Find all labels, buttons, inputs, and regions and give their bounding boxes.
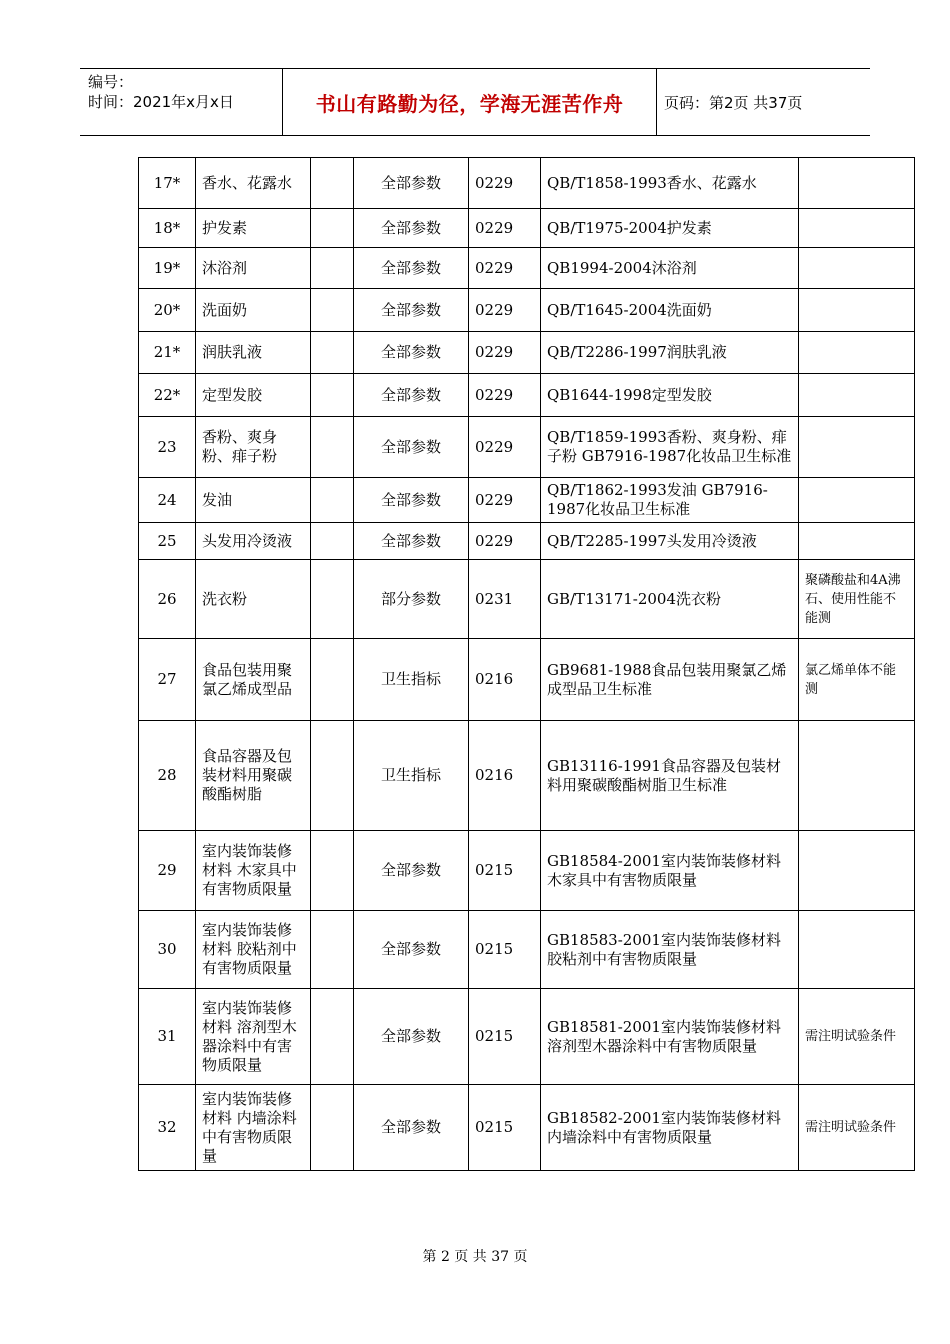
category-code: 0216 xyxy=(469,721,541,831)
table-row xyxy=(139,1085,915,1171)
category-code: 0229 xyxy=(469,289,541,332)
blank-cell xyxy=(311,417,354,478)
category-code: 0229 xyxy=(469,158,541,209)
blank-cell xyxy=(311,911,354,989)
row-number: 23 xyxy=(139,417,196,478)
remark xyxy=(799,478,915,523)
item-name: 香水、花露水 xyxy=(196,158,311,209)
standard-reference: QB/T1862-1993发油 GB7916-1987化妆品卫生标准 xyxy=(541,478,799,523)
blank-cell xyxy=(311,831,354,911)
blank-cell xyxy=(311,332,354,374)
test-scope: 全部参数 xyxy=(354,332,469,374)
table-row xyxy=(139,721,915,831)
item-name: 洗面奶 xyxy=(196,289,311,332)
table-row xyxy=(139,831,915,911)
table-row xyxy=(139,332,915,374)
blank-cell xyxy=(311,639,354,721)
item-name: 洗衣粉 xyxy=(196,560,311,639)
item-name: 定型发胶 xyxy=(196,374,311,417)
row-number: 31 xyxy=(139,989,196,1085)
remark xyxy=(799,158,915,209)
test-scope: 全部参数 xyxy=(354,478,469,523)
row-number: 27 xyxy=(139,639,196,721)
blank-cell xyxy=(311,374,354,417)
remark: 聚磷酸盐和4A沸石、使用性能不能测 xyxy=(799,560,915,639)
row-number: 21* xyxy=(139,332,196,374)
item-name: 食品容器及包装材料用聚碳酸酯树脂 xyxy=(196,721,311,831)
standard-reference: GB9681-1988食品包装用聚氯乙烯成型品卫生标准 xyxy=(541,639,799,721)
item-name: 室内装饰装修材料 木家具中有害物质限量 xyxy=(196,831,311,911)
remark xyxy=(799,209,915,248)
page-footer: 第 2 页 共 37 页 xyxy=(422,1249,528,1265)
test-scope: 全部参数 xyxy=(354,523,469,560)
row-number: 30 xyxy=(139,911,196,989)
category-code: 0215 xyxy=(469,831,541,911)
remark: 需注明试验条件 xyxy=(799,1085,915,1171)
remark xyxy=(799,248,915,289)
blank-cell xyxy=(311,523,354,560)
header-motto: 书山有路勤为径，学海无涯苦作舟 xyxy=(282,69,657,135)
row-number: 19* xyxy=(139,248,196,289)
row-number: 25 xyxy=(139,523,196,560)
category-code: 0215 xyxy=(469,989,541,1085)
category-code: 0216 xyxy=(469,639,541,721)
category-code: 0229 xyxy=(469,374,541,417)
item-name: 香粉、爽身粉、痱子粉 xyxy=(196,417,311,478)
test-scope: 全部参数 xyxy=(354,289,469,332)
standard-reference: GB18583-2001室内装饰装修材料胶粘剂中有害物质限量 xyxy=(541,911,799,989)
table-row xyxy=(139,289,915,332)
remark xyxy=(799,721,915,831)
remark: 需注明试验条件 xyxy=(799,989,915,1085)
blank-cell xyxy=(311,289,354,332)
item-name: 润肤乳液 xyxy=(196,332,311,374)
item-name: 室内装饰装修材料 胶粘剂中有害物质限量 xyxy=(196,911,311,989)
row-number: 20* xyxy=(139,289,196,332)
category-code: 0215 xyxy=(469,911,541,989)
blank-cell xyxy=(311,560,354,639)
remark: 氯乙烯单体不能测 xyxy=(799,639,915,721)
item-name: 室内装饰装修材料 内墙涂料中有害物质限量 xyxy=(196,1085,311,1171)
test-scope: 卫生指标 xyxy=(354,639,469,721)
table-row xyxy=(139,209,915,248)
test-scope: 全部参数 xyxy=(354,158,469,209)
table-row xyxy=(139,478,915,523)
item-name: 室内装饰装修材料 溶剂型木器涂料中有害物质限量 xyxy=(196,989,311,1085)
test-scope: 全部参数 xyxy=(354,209,469,248)
standard-reference: QB/T1645-2004洗面奶 xyxy=(541,289,799,332)
category-code: 0215 xyxy=(469,1085,541,1171)
standard-reference: QB/T1858-1993香水、花露水 xyxy=(541,158,799,209)
standard-reference: GB18581-2001室内装饰装修材料溶剂型木器涂料中有害物质限量 xyxy=(541,989,799,1085)
blank-cell xyxy=(311,989,354,1085)
row-number: 22* xyxy=(139,374,196,417)
test-scope: 全部参数 xyxy=(354,989,469,1085)
test-scope: 全部参数 xyxy=(354,248,469,289)
table-body xyxy=(139,158,915,1171)
row-number: 24 xyxy=(139,478,196,523)
blank-cell xyxy=(311,209,354,248)
category-code: 0229 xyxy=(469,417,541,478)
row-number: 29 xyxy=(139,831,196,911)
remark xyxy=(799,374,915,417)
header-page-info: 页码：第2页 共37页 xyxy=(664,93,803,112)
page-header xyxy=(80,68,870,136)
blank-cell xyxy=(311,1085,354,1171)
test-scope: 卫生指标 xyxy=(354,721,469,831)
table-row xyxy=(139,374,915,417)
remark xyxy=(799,417,915,478)
table-row xyxy=(139,911,915,989)
test-scope: 全部参数 xyxy=(354,911,469,989)
test-scope: 全部参数 xyxy=(354,417,469,478)
remark xyxy=(799,289,915,332)
standard-reference: GB18582-2001室内装饰装修材料内墙涂料中有害物质限量 xyxy=(541,1085,799,1171)
table-row xyxy=(139,523,915,560)
table-row xyxy=(139,158,915,209)
standard-reference: QB/T1859-1993香粉、爽身粉、痱子粉 GB7916-1987化妆品卫生标准 xyxy=(541,417,799,478)
remark xyxy=(799,332,915,374)
category-code: 0229 xyxy=(469,248,541,289)
header-meta xyxy=(88,72,283,112)
test-scope: 部分参数 xyxy=(354,560,469,639)
standard-reference: GB18584-2001室内装饰装修材料木家具中有害物质限量 xyxy=(541,831,799,911)
standard-reference: QB/T1975-2004护发素 xyxy=(541,209,799,248)
category-code: 0229 xyxy=(469,523,541,560)
row-number: 26 xyxy=(139,560,196,639)
serial-label: 编号： xyxy=(88,73,134,91)
blank-cell xyxy=(311,721,354,831)
row-number: 32 xyxy=(139,1085,196,1171)
item-name: 护发素 xyxy=(196,209,311,248)
row-number: 18* xyxy=(139,209,196,248)
standard-reference: GB13116-1991食品容器及包装材料用聚碳酸酯树脂卫生标准 xyxy=(541,721,799,831)
row-number: 28 xyxy=(139,721,196,831)
table-row xyxy=(139,639,915,721)
test-scope: 全部参数 xyxy=(354,831,469,911)
time-label: 时间：2021年x月x日 xyxy=(88,93,234,111)
category-code: 0229 xyxy=(469,332,541,374)
standards-table xyxy=(138,157,915,1171)
item-name: 发油 xyxy=(196,478,311,523)
remark xyxy=(799,831,915,911)
blank-cell xyxy=(311,158,354,209)
blank-cell xyxy=(311,478,354,523)
blank-cell xyxy=(311,248,354,289)
item-name: 食品包装用聚氯乙烯成型品 xyxy=(196,639,311,721)
item-name: 头发用冷烫液 xyxy=(196,523,311,560)
category-code: 0229 xyxy=(469,478,541,523)
test-scope: 全部参数 xyxy=(354,1085,469,1171)
standard-reference: QB/T2285-1997头发用冷烫液 xyxy=(541,523,799,560)
item-name: 沐浴剂 xyxy=(196,248,311,289)
table-row xyxy=(139,417,915,478)
standard-reference: GB/T13171-2004洗衣粉 xyxy=(541,560,799,639)
table-row xyxy=(139,560,915,639)
standard-reference: QB/T2286-1997润肤乳液 xyxy=(541,332,799,374)
standard-reference: QB1644-1998定型发胶 xyxy=(541,374,799,417)
category-code: 0229 xyxy=(469,209,541,248)
test-scope: 全部参数 xyxy=(354,374,469,417)
standard-reference: QB1994-2004沐浴剂 xyxy=(541,248,799,289)
row-number: 17* xyxy=(139,158,196,209)
table-row xyxy=(139,248,915,289)
category-code: 0231 xyxy=(469,560,541,639)
remark xyxy=(799,523,915,560)
table-row xyxy=(139,989,915,1085)
remark xyxy=(799,911,915,989)
